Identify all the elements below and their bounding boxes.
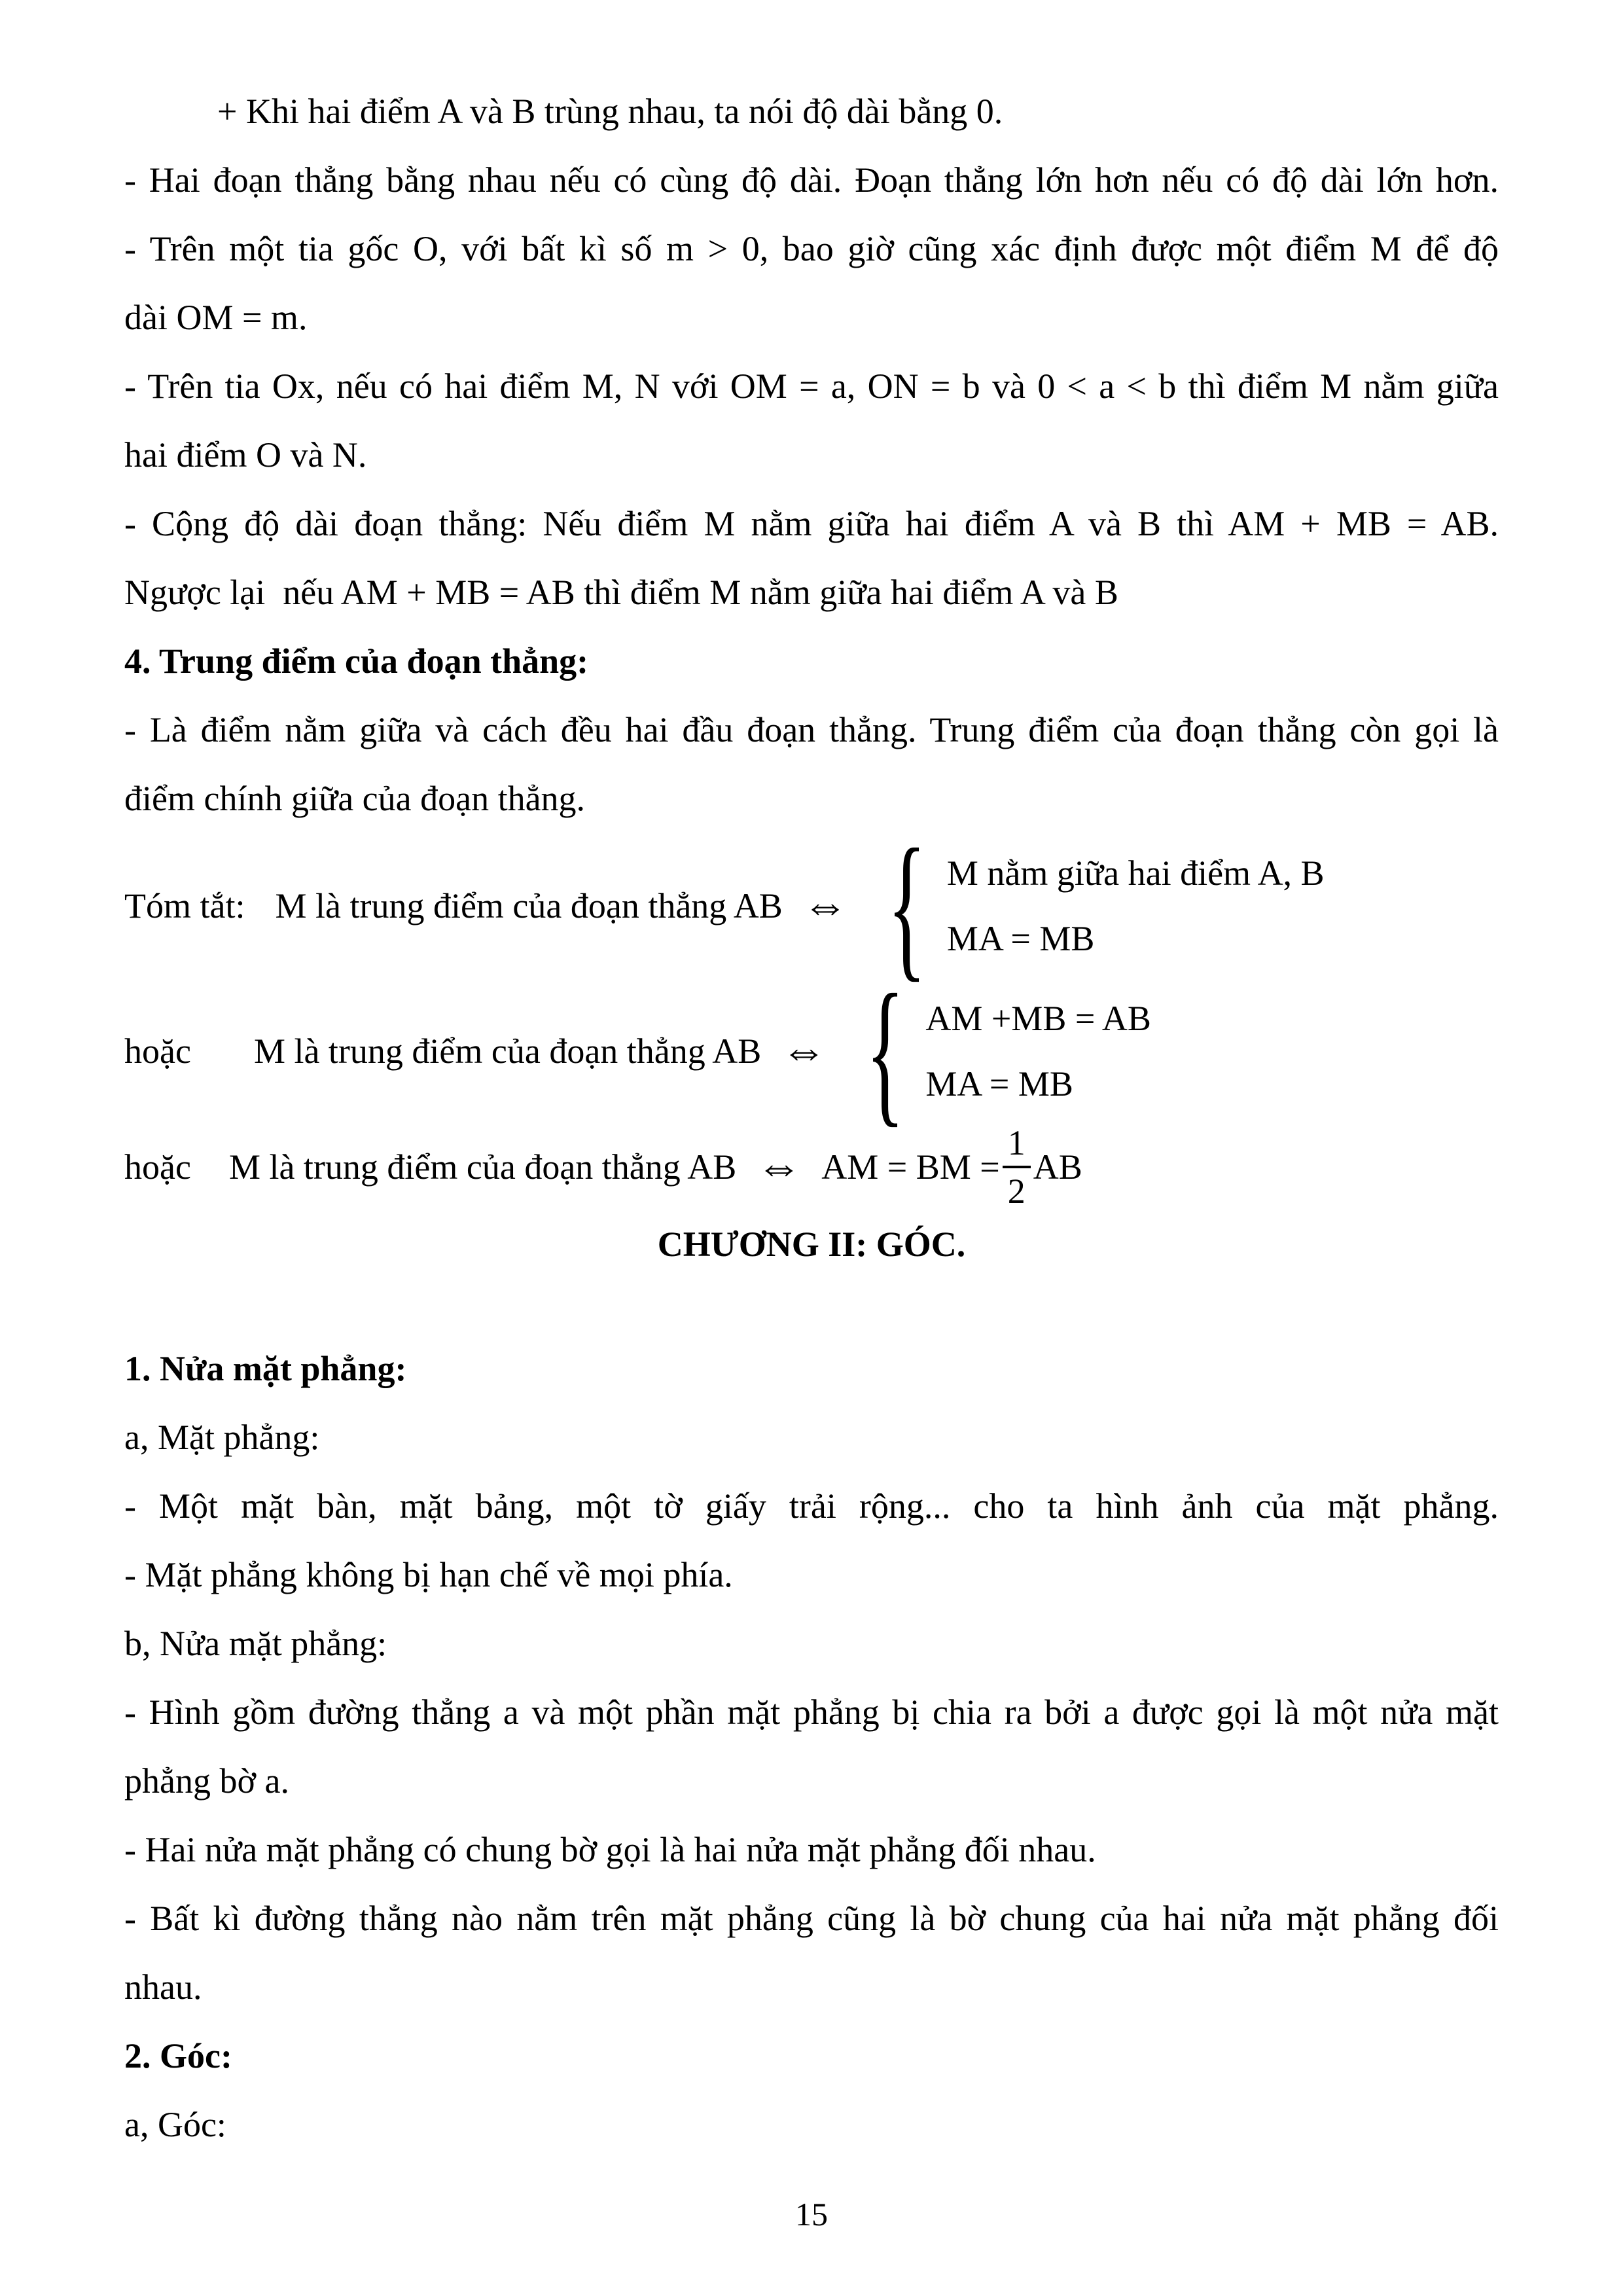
text-line: - Hai đoạn thẳng bằng nhau nếu có cùng độ dài. Đoạn thẳng lớn hơn nếu có độ dài lớn hơn. xyxy=(124,160,1499,200)
left-brace-icon: { xyxy=(887,816,927,996)
text-line: - Hình gồm đường thẳng a và một phần mặt phẳng bị chia ra bởi a được gọi là một nửa mặt xyxy=(124,1693,1499,1732)
brace-cases xyxy=(925,1001,1151,1102)
brace-cases xyxy=(947,855,1325,956)
text-line: - Là điểm nằm giữa và cách đều hai đầu đoạn thẳng. Trung điểm của đoạn thẳng còn gọi là xyxy=(124,710,1499,749)
text-line: + Khi hai điểm A và B trùng nhau, ta nói độ dài bằng 0. xyxy=(217,92,1003,131)
formula-statement: M là trung điểm của đoạn thẳng AB xyxy=(275,886,783,925)
equivalence-arrow-icon: ⇔ xyxy=(781,1026,827,1076)
text-line: Ngược lại nếu AM + MB = AB thì điểm M nằm giữa hai điểm A và B xyxy=(124,573,1118,612)
formula-label: hoặc xyxy=(124,1031,191,1071)
text-line: - Mặt phẳng không bị hạn chế về mọi phía. xyxy=(124,1555,733,1594)
text-line: - Một mặt bàn, mặt bảng, một tờ giấy trải rộng... cho ta hình ảnh của mặt phẳng. xyxy=(124,1486,1499,1526)
midpoint-definition-formula xyxy=(124,961,1499,1141)
case-line: AM +MB = AB xyxy=(925,999,1151,1038)
formula-statement: M là trung điểm của đoạn thẳng AB xyxy=(253,1031,762,1071)
fraction-denominator: 2 xyxy=(1007,1172,1026,1211)
fraction-numerator: 1 xyxy=(1003,1125,1031,1168)
equivalence-arrow-icon: ⇔ xyxy=(802,880,848,931)
formula-label: Tóm tắt: xyxy=(124,886,245,925)
section-heading: 2. Góc: xyxy=(124,2036,232,2075)
text-line: - Hai nửa mặt phẳng có chung bờ gọi là hai nửa mặt phẳng đối nhau. xyxy=(124,1830,1096,1869)
text-line: điểm chính giữa của đoạn thẳng. xyxy=(124,779,586,818)
text-line: a, Góc: xyxy=(124,2105,226,2144)
text-line: - Cộng độ dài đoạn thẳng: Nếu điểm M nằm giữa hai điểm A và B thì AM + MB = AB. xyxy=(124,504,1499,543)
section-heading: 1. Nửa mặt phẳng: xyxy=(124,1349,407,1388)
text-line: dài OM = m. xyxy=(124,298,308,337)
formula-operand: AB xyxy=(1033,1147,1082,1187)
text-line: a, Mặt phẳng: xyxy=(124,1418,320,1457)
formula-statement: M là trung điểm của đoạn thẳng AB xyxy=(228,1147,737,1187)
formula-rhs: AM = BM = xyxy=(821,1147,1000,1187)
left-brace-icon: { xyxy=(866,961,905,1141)
midpoint-definition-formula xyxy=(124,816,1499,996)
text-line: - Bất kì đường thẳng nào nằm trên mặt phẳng cũng là bờ chung của hai nửa mặt phẳng đối xyxy=(124,1899,1499,1938)
section-heading: 4. Trung điểm của đoạn thẳng: xyxy=(124,641,589,681)
fraction-one-half xyxy=(1003,1125,1031,1209)
case-line: M nằm giữa hai điểm A, B xyxy=(946,853,1325,893)
case-line: MA = MB xyxy=(925,1064,1073,1103)
text-line: nhau. xyxy=(124,1967,202,2007)
page-number: 15 xyxy=(795,2196,828,2233)
case-line: MA = MB xyxy=(946,919,1095,958)
text-line: phẳng bờ a. xyxy=(124,1761,289,1801)
text-line: - Trên tia Ox, nếu có hai điểm M, N với OM = a, ON = b và 0 < a < b thì điểm M nằm giữa xyxy=(124,367,1499,406)
text-line: hai điểm O và N. xyxy=(124,435,367,475)
equivalence-arrow-icon: ⇔ xyxy=(756,1141,802,1192)
formula-label: hoặc xyxy=(124,1147,191,1187)
chapter-title: CHƯƠNG II: GÓC. xyxy=(657,1225,966,1264)
text-line: b, Nửa mặt phẳng: xyxy=(124,1624,387,1663)
text-line: - Trên một tia gốc O, với bất kì số m > 0, bao giờ cũng xác định được một điểm M để độ xyxy=(124,229,1499,268)
blank-line xyxy=(124,1279,1499,1335)
midpoint-definition-formula xyxy=(124,1124,1499,1210)
